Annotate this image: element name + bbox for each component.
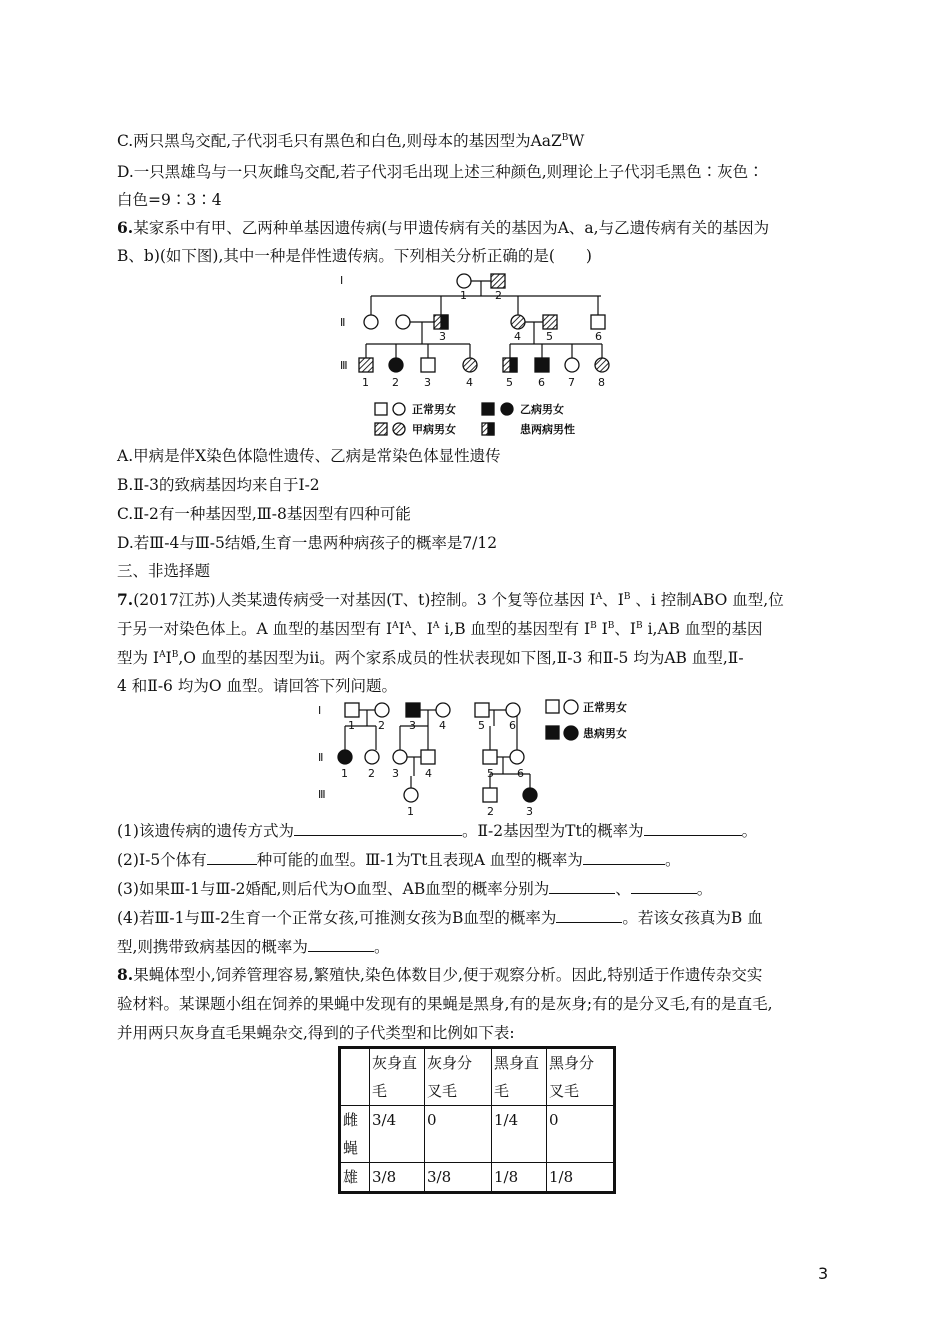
gen-label-1: Ⅰ <box>340 274 344 287</box>
q8-stem-line2: 验材料。某课题小组在饲养的果蝇中发现有的果蝇是黑身,有的是灰身;有的是分叉毛,有的是直毛, <box>117 995 773 1013</box>
table-cell: 1/8 <box>492 1163 547 1193</box>
label: 6 <box>595 330 602 343</box>
q6-stem: 6.某家系中有甲、乙两种单基因遗传病(与甲遗传病有关的基因为A、a,与乙遗传病有关的基因为 <box>117 218 770 237</box>
label: 3 <box>439 330 446 343</box>
label: 2 <box>495 289 502 302</box>
label: 7 <box>568 376 575 389</box>
answer-blank[interactable] <box>207 850 257 865</box>
label: 1 <box>348 719 355 732</box>
q7-part2: (2)Ⅰ-5个体有 种可能的血型。Ⅲ-1为Tt且表现A 血型的概率为 。 <box>117 851 681 869</box>
answer-blank[interactable] <box>583 850 665 865</box>
legend-disease-a: 甲病男女 <box>412 423 456 436</box>
table-row <box>340 1106 615 1163</box>
answer-blank[interactable] <box>308 937 374 952</box>
q7-stem-line2: 于另一对染色体上。A 血型的基因型有 $I^AI^A$、$I^A$ i,B 血型的基因型有 $I^B$ $I^B$、$I^B$ i,AB 血型的基因 <box>117 620 763 638</box>
label: 2 <box>487 805 494 818</box>
label: 1 <box>460 289 467 302</box>
row-label: 雌 蝇 <box>340 1106 370 1163</box>
gen-label-2: Ⅱ <box>318 751 324 764</box>
answer-blank[interactable] <box>294 821 462 836</box>
answer-blank[interactable] <box>556 908 622 923</box>
label: 6 <box>517 767 524 780</box>
table-corner <box>340 1048 370 1106</box>
q6-option-a: A.甲病是伴X染色体隐性遗传、乙病是常染色体显性遗传 <box>117 447 501 465</box>
label: 4 <box>514 330 521 343</box>
q5-option-d-cont: 白色=9∶3∶4 <box>117 191 222 209</box>
label: 1 <box>362 376 369 389</box>
table-row <box>340 1163 615 1193</box>
table-header: 黑身直 毛 <box>492 1048 547 1106</box>
table-cell: 3/4 <box>370 1106 425 1163</box>
table-header: 灰身分 叉毛 <box>425 1048 492 1106</box>
section-heading: 三、非选择题 <box>117 562 211 580</box>
q8-stem-line1: 8.果蝇体型小,饲养管理容易,繁殖快,染色体数目少,便于观察分析。因此,特别适于作遗传杂交实 <box>117 965 763 984</box>
q5-option-d: D.一只黑雄鸟与一只灰雌鸟交配,若子代羽毛出现上述三种颜色,则理论上子代羽毛黑色∶灰色∶ <box>117 163 764 181</box>
q7-stem-line1: 7.(2017江苏)人类某遗传病受一对基因(T、t)控制。3 个复等位基因 $I^A$、$I^B$ 、i 控制ABO 血型,位 <box>117 590 784 609</box>
offspring-table <box>338 1046 616 1194</box>
legend-normal: 正常男女 <box>412 403 456 416</box>
table-header: 黑身分 叉毛 <box>547 1048 615 1106</box>
gen-label-2: Ⅱ <box>340 316 346 329</box>
legend-both: 患两病男性 <box>520 423 575 436</box>
table-cell: 3/8 <box>370 1163 425 1193</box>
label: 4 <box>466 376 473 389</box>
q7-part4: (4)若Ⅲ-1与Ⅲ-2生育一个正常女孩,可推测女孩为B血型的概率为 。若该女孩真为B 血 <box>117 909 763 927</box>
legend-normal: 正常男女 <box>583 701 627 714</box>
label: 2 <box>392 376 399 389</box>
gen-label-3: Ⅲ <box>318 788 326 801</box>
q8-stem-line3: 并用两只灰身直毛果蝇杂交,得到的子代类型和比例如下表: <box>117 1024 515 1042</box>
label: 5 <box>487 767 494 780</box>
row-label: 雄 <box>340 1163 370 1193</box>
q7-part1: (1)该遗传病的遗传方式为 。Ⅱ-2基因型为Tt的概率为 。 <box>117 822 758 840</box>
q6-option-b: B.Ⅱ-3的致病基因均来自于Ⅰ-2 <box>117 476 320 494</box>
label: 4 <box>425 767 432 780</box>
q6-stem-cont: B、b)(如下图),其中一种是伴性遗传病。下列相关分析正确的是( ) <box>117 247 592 265</box>
answer-blank[interactable] <box>631 879 697 894</box>
label: 2 <box>378 719 385 732</box>
label: 1 <box>341 767 348 780</box>
table-header-row <box>340 1048 615 1106</box>
legend-disease-b: 乙病男女 <box>520 403 564 416</box>
q7-part3: (3)如果Ⅲ-1与Ⅲ-2婚配,则后代为O血型、AB血型的概率分别为 、 。 <box>117 880 713 898</box>
gen-label-3: Ⅲ <box>340 359 348 372</box>
label: 5 <box>546 330 553 343</box>
label: 6 <box>538 376 545 389</box>
label: 3 <box>424 376 431 389</box>
q6-option-d: D.若Ⅲ-4与Ⅲ-5结婚,生育一患两种病孩子的概率是7/12 <box>117 534 498 552</box>
label: 6 <box>509 719 516 732</box>
table-cell: 1/4 <box>492 1106 547 1163</box>
answer-blank[interactable] <box>644 821 742 836</box>
legend-affected: 患病男女 <box>583 727 627 740</box>
q6-pedigree-figure <box>330 262 630 442</box>
q7-stem-line4: 4 和Ⅱ-6 均为O 血型。请回答下列问题。 <box>117 677 397 695</box>
table-cell: 0 <box>425 1106 492 1163</box>
label: 4 <box>439 719 446 732</box>
table-cell: 1/8 <box>547 1163 615 1193</box>
label: 3 <box>392 767 399 780</box>
q7-stem-line3: 型为 $I^AI^B,O$ 血型的基因型为ii。两个家系成员的性状表现如下图,Ⅱ-3 和Ⅱ-5 均为AB 血型,Ⅱ- <box>117 649 744 667</box>
gen-label-1: Ⅰ <box>318 704 322 717</box>
label: 3 <box>526 805 533 818</box>
table-cell: 3/8 <box>425 1163 492 1193</box>
label: 3 <box>409 719 416 732</box>
label: 5 <box>506 376 513 389</box>
table-header: 灰身直 毛 <box>370 1048 425 1106</box>
label: 1 <box>407 805 414 818</box>
q7-pedigree-figure <box>310 696 650 820</box>
q7-part4-cont: 型,则携带致病基因的概率为 。 <box>117 938 390 956</box>
q5-option-c: C.两只黑鸟交配,子代羽毛只有黑色和白色,则母本的基因型为AaZ$^B$W <box>117 132 585 150</box>
answer-blank[interactable] <box>549 879 615 894</box>
label: 8 <box>598 376 605 389</box>
label: 5 <box>478 719 485 732</box>
table-cell: 0 <box>547 1106 615 1163</box>
page-number: 3 <box>818 1264 829 1283</box>
q6-option-c: C.Ⅱ-2有一种基因型,Ⅲ-8基因型有四种可能 <box>117 505 411 523</box>
label: 2 <box>368 767 375 780</box>
